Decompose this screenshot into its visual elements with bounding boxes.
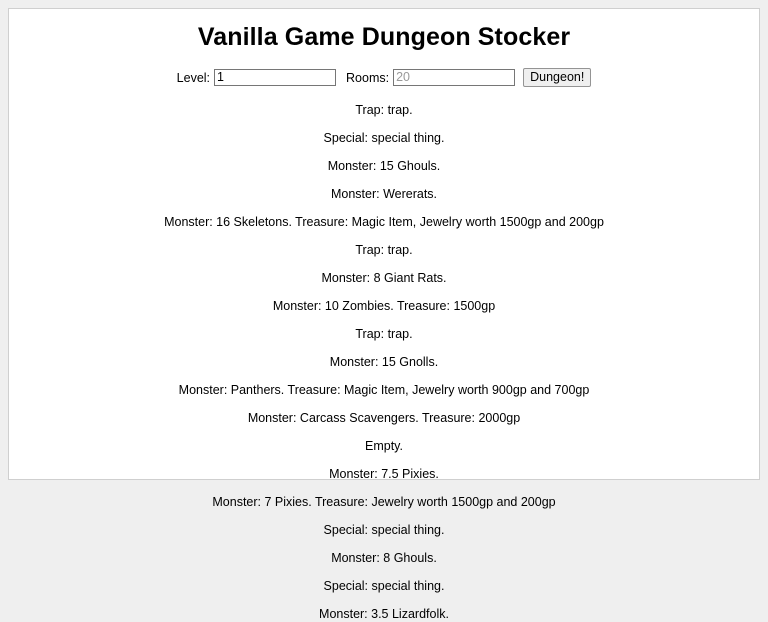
room-line: Monster: 3.5 Lizardfolk. [319,607,449,621]
room-line: Monster: 15 Gnolls. [329,355,439,369]
room-line: Monster: 10 Zombies. Treasure: 1500gp [272,299,496,313]
room-line: Trap: trap. [355,103,413,117]
room-line: Trap: trap. [355,327,413,341]
dungeon-form [9,68,759,87]
room-line: Special: special thing. [323,131,445,145]
room-line: Monster: 8 Giant Rats. [321,271,447,285]
room-line: Empty. [365,439,403,453]
room-line: Monster: 16 Skeletons. Treasure: Magic Item, Jewelry worth 1500gp and 200gp [164,215,604,229]
room-line: Monster: Panthers. Treasure: Magic Item, Jewelry worth 900gp and 700gp [178,383,590,397]
level-input[interactable] [214,69,336,86]
room-line: Monster: Carcass Scavengers. Treasure: 2000gp [247,411,521,425]
room-line: Monster: Wererats. [330,187,438,201]
page-title: Vanilla Game Dungeon Stocker [197,23,571,51]
room-line: Special: special thing. [323,523,445,537]
dungeon-room-list [9,103,759,622]
level-label: Level: [176,70,211,85]
room-line: Monster: 15 Ghouls. [327,159,441,173]
room-line: Monster: 7.5 Pixies. [329,467,439,481]
page-container [8,8,760,621]
room-line: Trap: trap. [355,243,413,257]
rooms-input[interactable] [393,69,515,86]
room-line: Special: special thing. [323,579,445,593]
room-line: Monster: 7 Pixies. Treasure: Jewelry worth 1500gp and 200gp [212,495,556,509]
room-line: Monster: 8 Ghouls. [331,551,437,565]
dungeon-button[interactable]: Dungeon! [523,68,591,87]
rooms-label: Rooms: [346,70,390,85]
